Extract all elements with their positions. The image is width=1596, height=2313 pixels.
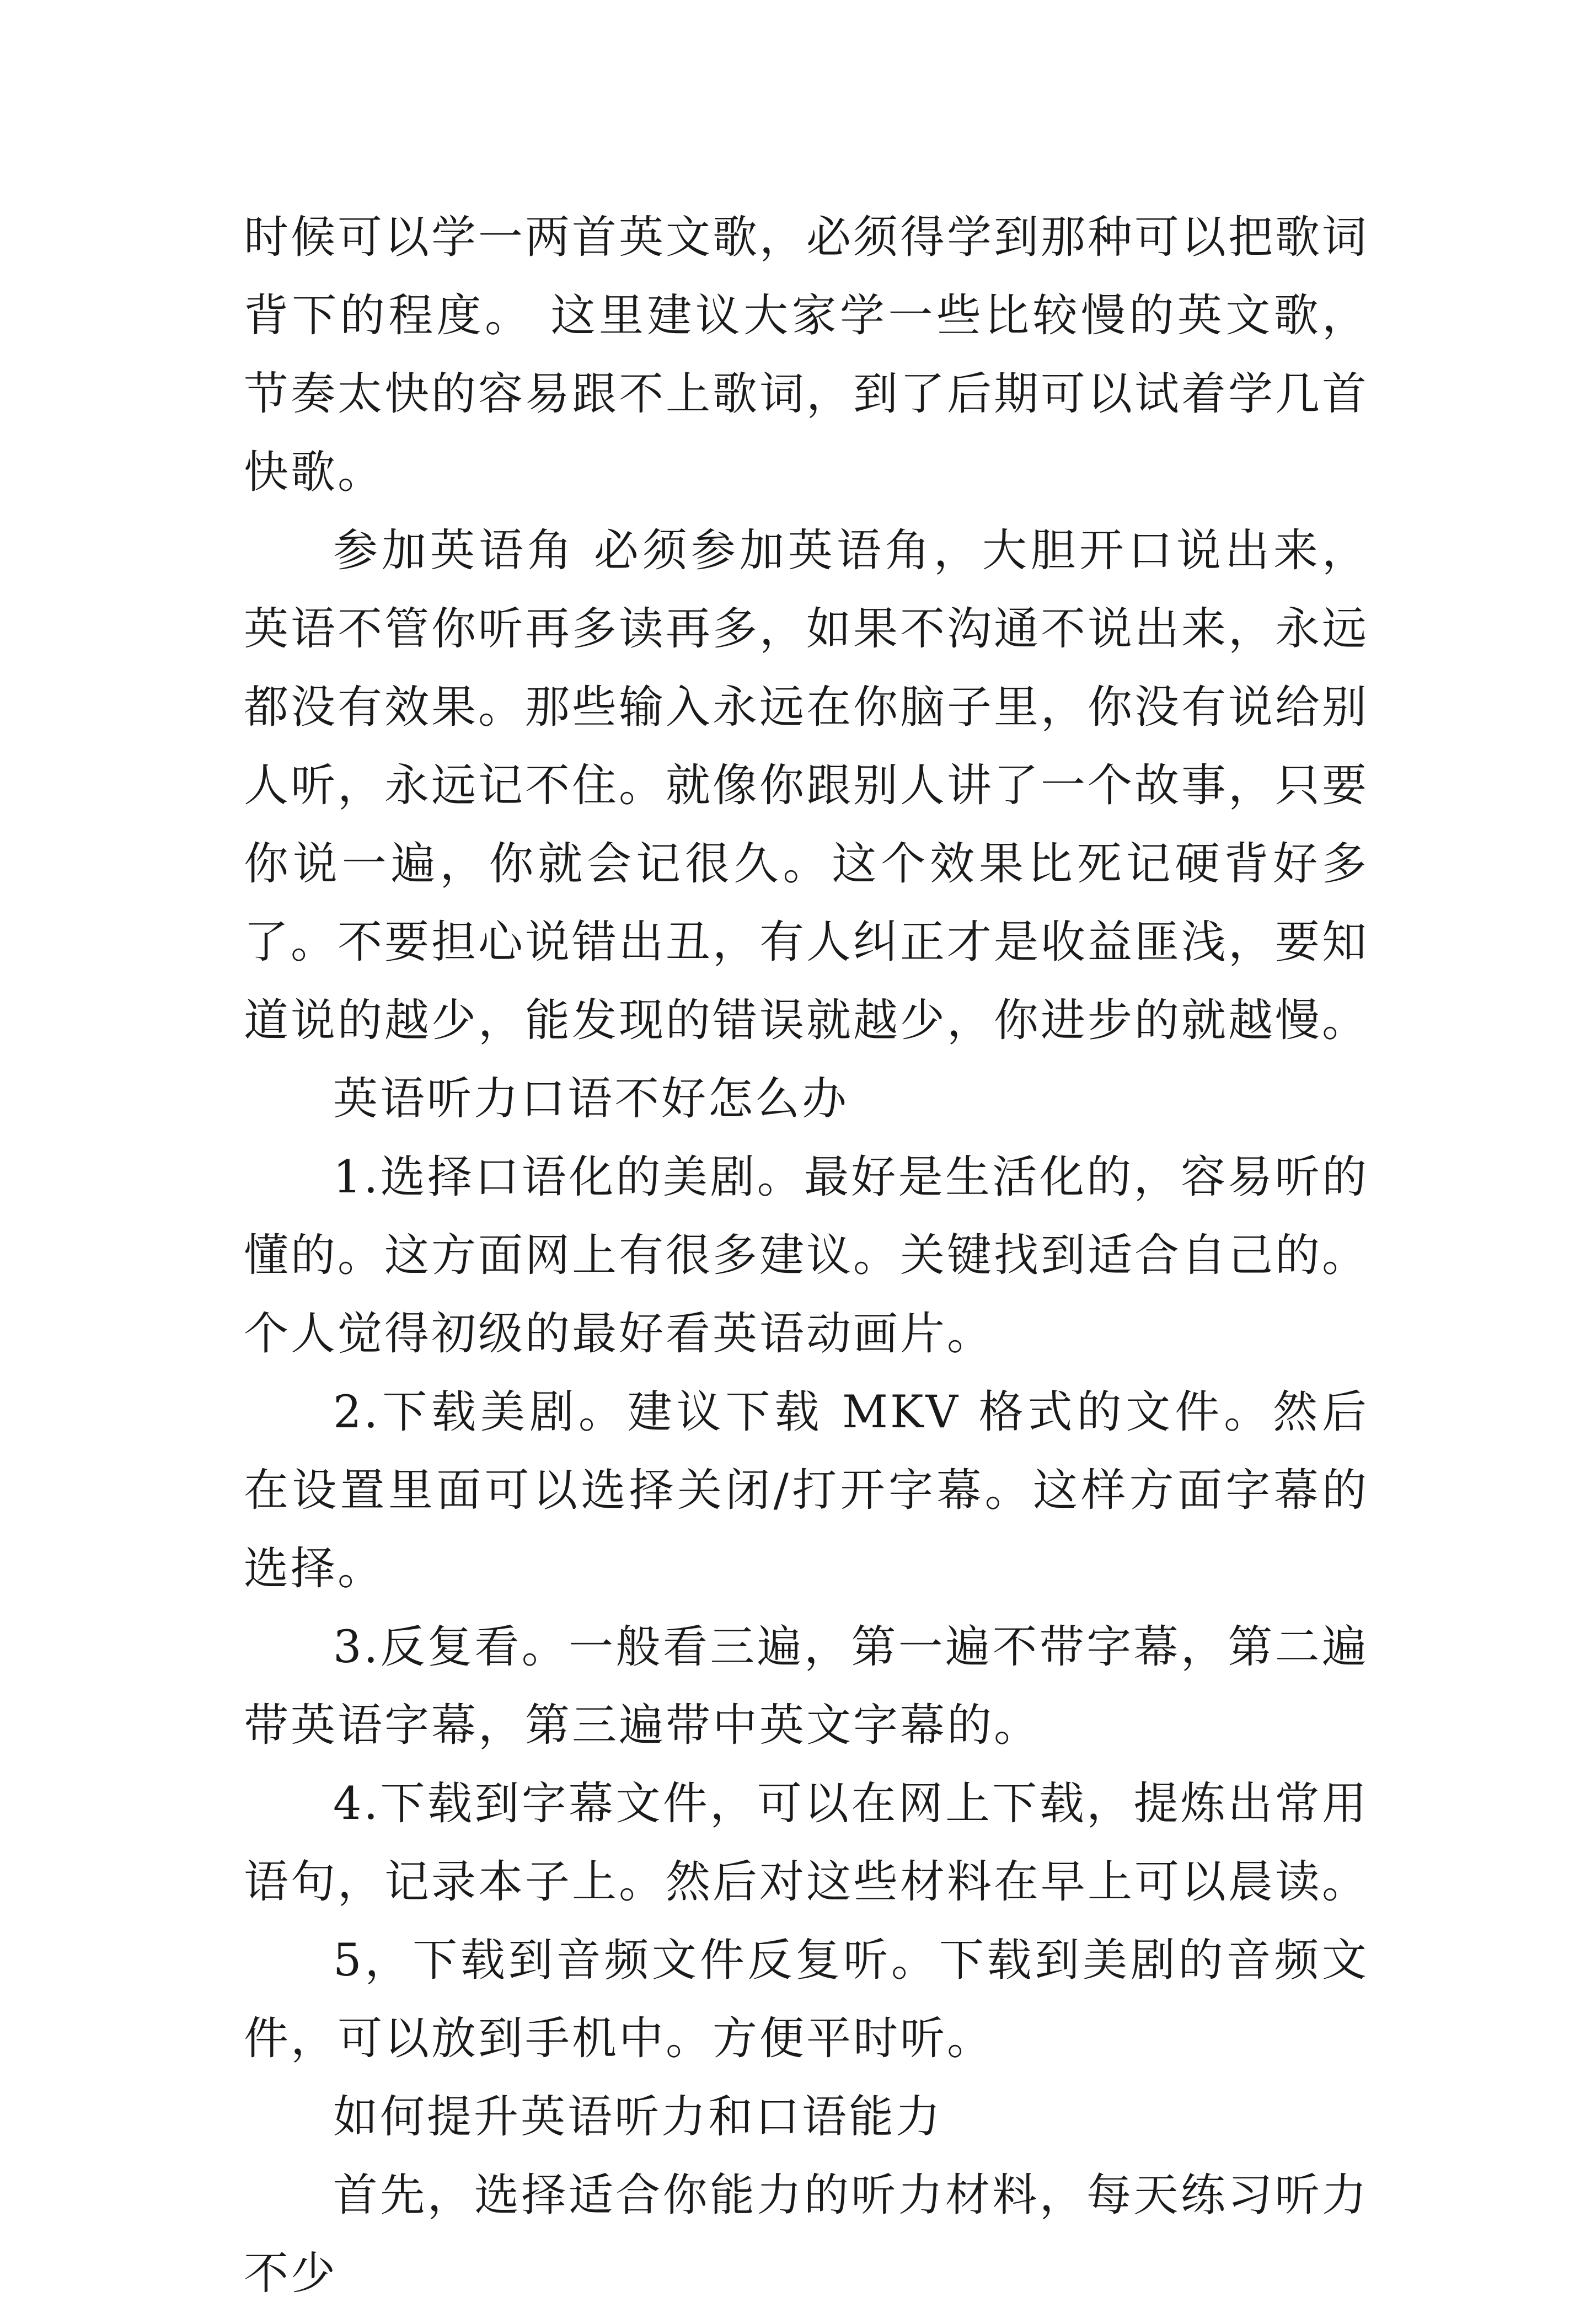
list-item: 2.下载美剧。建议下载 MKV 格式的文件。然后在设置里面可以选择关闭/打开字幕。这样方面字幕的选择。 (244, 1386, 1369, 1595)
section-heading: 如何提升英语听力和口语能力 (333, 2091, 943, 2143)
list-item: 1.选择口语化的美剧。最好是生活化的，容易听的懂的。这方面网上有很多建议。关键找到适合自己的。个人觉得初级的最好看英语动画片。 (244, 1152, 1369, 1360)
list-item: 5，下载到音频文件反复听。下载到美剧的音频文件，可以放到手机中。方便平时听。 (244, 1935, 1369, 2065)
paragraph: 首先，选择适合你能力的听力材料，每天练习听力不少 (244, 2170, 1369, 2300)
paragraph: 参加英语角 必须参加英语角，大胆开口说出来，英语不管你听再多读再多，如果不沟通不说出来，永远都没有效果。那些输入永远在你脑子里，你没有说给别人听，永远记不住。就像你跟别人讲了一个故事，只要你说一遍，你就会记很久。这个效果比死记硬背好多了。不要担心说错出丑，有人纠正才是收益匪浅，要知道说的越少，能发现的错误就越少，你进步的就越慢。 (244, 525, 1369, 1047)
paragraph: 时候可以学一两首英文歌，必须得学到那种可以把歌词背下的程度。 这里建议大家学一些比较慢的英文歌，节奏太快的容易跟不上歌词，到了后期可以试着学几首快歌。 (244, 212, 1369, 499)
document-body (244, 199, 1369, 2313)
list-item: 3.反复看。一般看三遍，第一遍不带字幕，第二遍带英语字幕，第三遍带中英文字幕的。 (244, 1621, 1369, 1752)
list-item: 4.下载到字幕文件，可以在网上下载，提炼出常用语句，记录本子上。然后对这些材料在早上可以晨读。 (244, 1778, 1369, 1908)
section-heading: 英语听力口语不好怎么办 (333, 1073, 849, 1125)
